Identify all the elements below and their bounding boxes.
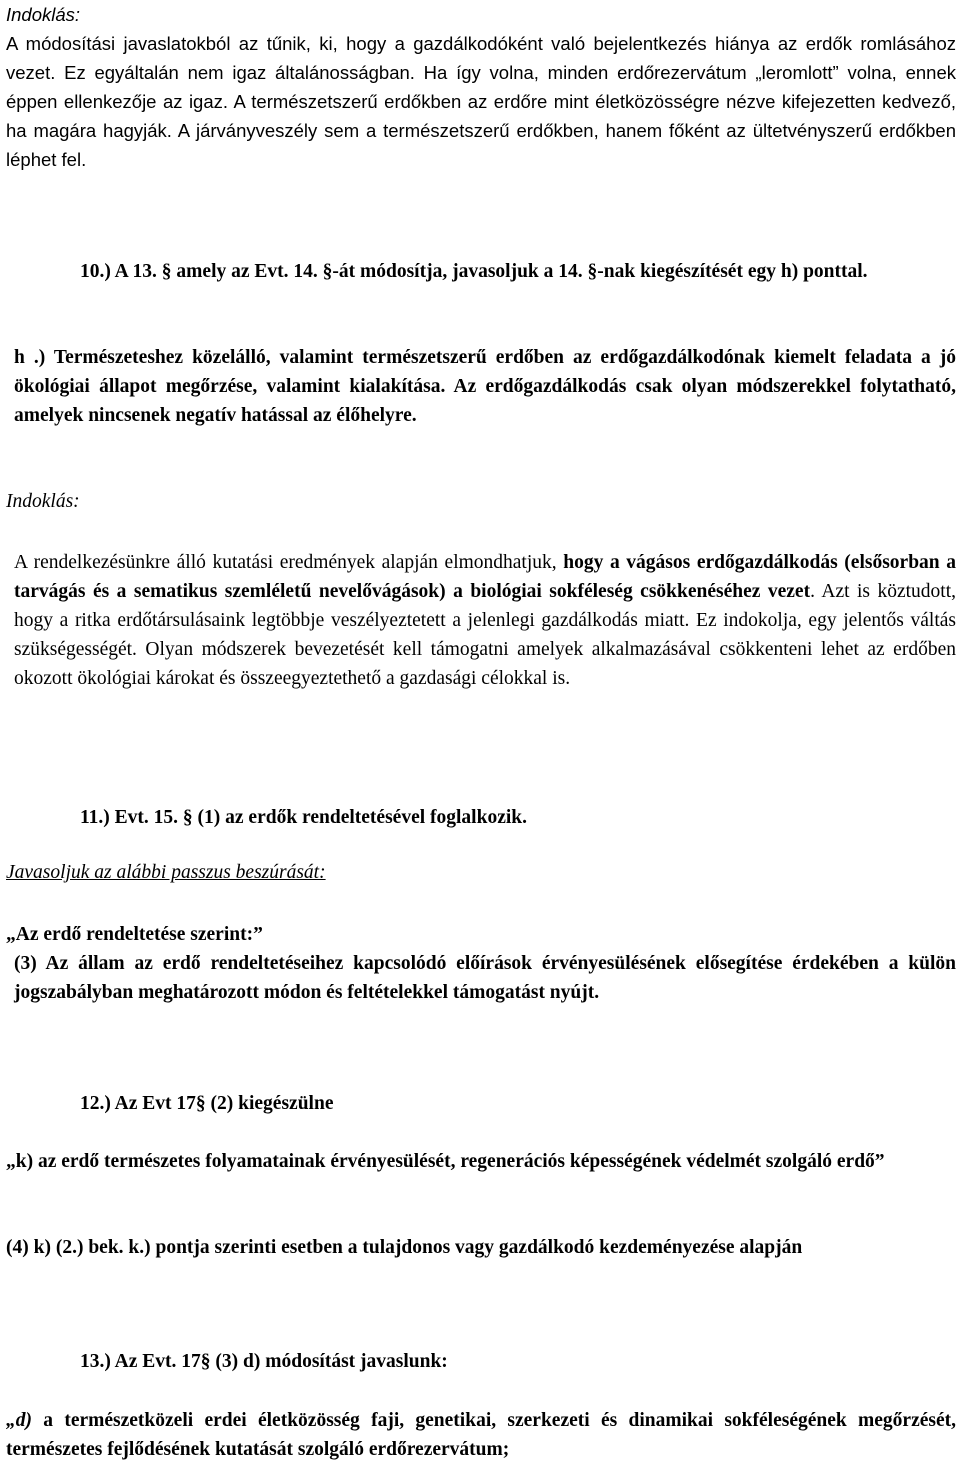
section-10-title: 10.) A 13. § amely az Evt. 14. §-át módosítja, javasoljuk a 14. §-nak kiegészítését egy h) ponttal.	[80, 261, 868, 282]
section-11-proposal: Javasoljuk az alábbi passzus beszúrását:	[6, 862, 326, 883]
section-11-paragraph-3: (3) Az állam az erdő rendeltetéseihez kapcsolódó előírások érvényesülésének elősegítése érdekében a külön jogszabályban meghatározott módon és feltételekkel támogatást nyújt.	[14, 953, 956, 1003]
reasoning-2-part-a: A rendelkezésünkre álló kutatási eredmények alapján elmondhatjuk,	[14, 552, 564, 573]
section-12-point-k: „k) az erdő természetes folyamatainak érvényesülését, regenerációs képességének védelmét szolgáló erdő”	[6, 1151, 885, 1172]
point-d-label: „d)	[6, 1410, 32, 1431]
reasoning-paragraph-1	[6, 0, 956, 174]
section-13-title: 13.) Az Evt. 17§ (3) d) módosítást javaslunk:	[80, 1351, 448, 1372]
point-d-text: a természetközeli erdei életközösség faji, genetikai, szerkezeti és dinamikai sokféleségének megőrzését, természetes fejlődésének kutatását szolgáló erdőrezervátum;	[6, 1410, 956, 1460]
section-11-quote-title: „Az erdő rendeltetése szerint:”	[6, 924, 263, 945]
section-11-title: 11.) Evt. 15. § (1) az erdők rendeltetésével foglalkozik.	[80, 807, 527, 828]
section-10-point-h: h .) Természeteshez közelálló, valamint természetszerű erdőben az erdőgazdálkodónak kiemelt feladata a jó ökológiai állapot megőrzése, valamint kialakítása. Az erdőgazdálkodás csak olyan módszerekkel folytatható, amelyek nincsenek negatív hatással az élőhelyre.	[14, 347, 956, 426]
section-13-point-d	[6, 1406, 956, 1464]
reasoning-heading-2: Indoklás:	[6, 491, 80, 512]
reasoning-heading: Indoklás:	[6, 4, 81, 25]
reasoning-2-part-c: . Azt is köztudott, hogy a ritka erdőtársulásaink legtöbbje veszélyeztetett a jelenlegi gazdálkodás miatt. Ez indokolja, egy jelentős váltás szükségességét. Olyan módszerek bevezetését kell támogatni amelyek alkalmazásával csökkenteni lehet az erdőben okozott ökológiai károkat és összeegyeztethető a gazdasági célokkal is.	[14, 581, 956, 689]
section-12-paragraph-4: (4) k) (2.) bek. k.) pontja szerinti esetben a tulajdonos vagy gazdálkodó kezdeményezése alapján	[6, 1237, 803, 1258]
reasoning-2-bold-claim: hogy a vágásos erdőgazdálkodás (elsősorban a tarvágás és a sematikus szemléletű nevelővágások) a biológiai sokféleség csökkenéséhez vezet	[14, 552, 956, 602]
section-12-title: 12.) Az Evt 17§ (2) kiegészülne	[80, 1093, 334, 1114]
reasoning-text: A módosítási javaslatokból az tűnik, ki, hogy a gazdálkodóként való bejelentkezés hiánya az erdők romlásához vezet. Ez egyáltalán nem igaz általánosságban. Ha így volna, minden erdőrezervátum „leromlott” volna, ennek éppen ellenkezője az igaz. A természetszerű erdőkben az erdőre mint életközösségre nézve kifejezetten kedvező, ha magára hagyják. A járványveszély sem a természetszerű erdőkben, hanem főként az ültetvényszerű erdőkben léphet fel.	[6, 33, 956, 170]
reasoning-paragraph-2	[6, 548, 956, 693]
